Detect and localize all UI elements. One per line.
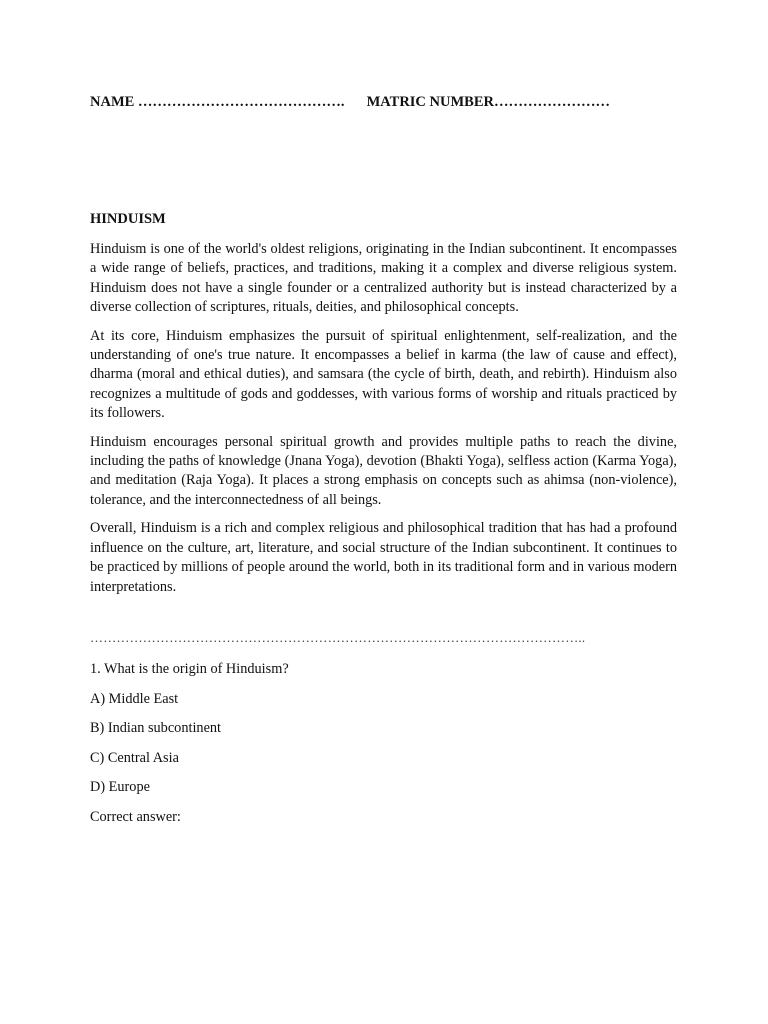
- question-text: 1. What is the origin of Hinduism?: [90, 661, 289, 677]
- header-line: [90, 94, 677, 111]
- document-page: [90, 0, 677, 1024]
- paragraph-paths: Hinduism encourages personal spiritual growth and provides multiple paths to reach the divine, including the paths of knowledge (Jnana Yoga), devotion (Bhakti Yoga), selfless action (Karma Yoga), and meditation (Raja Yoga). It places a strong emphasis on concepts such as ahimsa (non-violence), tolerance, and the interconnectedness of all beings.: [90, 433, 677, 508]
- option-d: D) Europe: [90, 779, 150, 796]
- option-c: C) Central Asia: [90, 749, 179, 766]
- paragraph-intro: Hinduism is one of the world's oldest religions, originating in the Indian subcontinent. It encompasses a wide range of beliefs, practices, and traditions, making it a complex and diverse religious system. Hinduism does not have a single founder or a centralized authority but is instead characterized by a diverse collection of scriptures, rituals, deities, and philosophical concepts.: [90, 241, 677, 316]
- document-body: [90, 240, 677, 606]
- quiz-section: [90, 660, 677, 838]
- paragraph-summary: Overall, Hinduism is a rich and complex religious and philosophical tradition that has had a profound influence on the culture, art, literature, and social structure of the Indian subcontinent. It continues to be practiced by millions of people around the world, both in its traditional form and in various modern interpretations.: [90, 520, 677, 595]
- dotted-separator: …………………………………………………………………………………………………..: [90, 630, 586, 645]
- document-title: HINDUISM: [90, 211, 166, 227]
- correct-answer-label: Correct answer:: [90, 808, 181, 825]
- option-b: B) Indian subcontinent: [90, 720, 222, 737]
- option-a: A) Middle East: [90, 690, 179, 707]
- matric-number-field-label: MATRIC NUMBER……………………: [366, 94, 610, 110]
- paragraph-core-beliefs: At its core, Hinduism emphasizes the pursuit of spiritual enlightenment, self-realization, and the understanding of one's true nature. It encompasses a belief in karma (the law of cause and effect), dharma (moral and ethical duties), and samsara (the cycle of birth, death, and rebirth). Hinduism also recognizes a multitude of gods and goddesses, with various forms of worship and rituals practiced by its followers.: [90, 327, 677, 422]
- name-field-label: NAME …………………………………….: [90, 94, 345, 110]
